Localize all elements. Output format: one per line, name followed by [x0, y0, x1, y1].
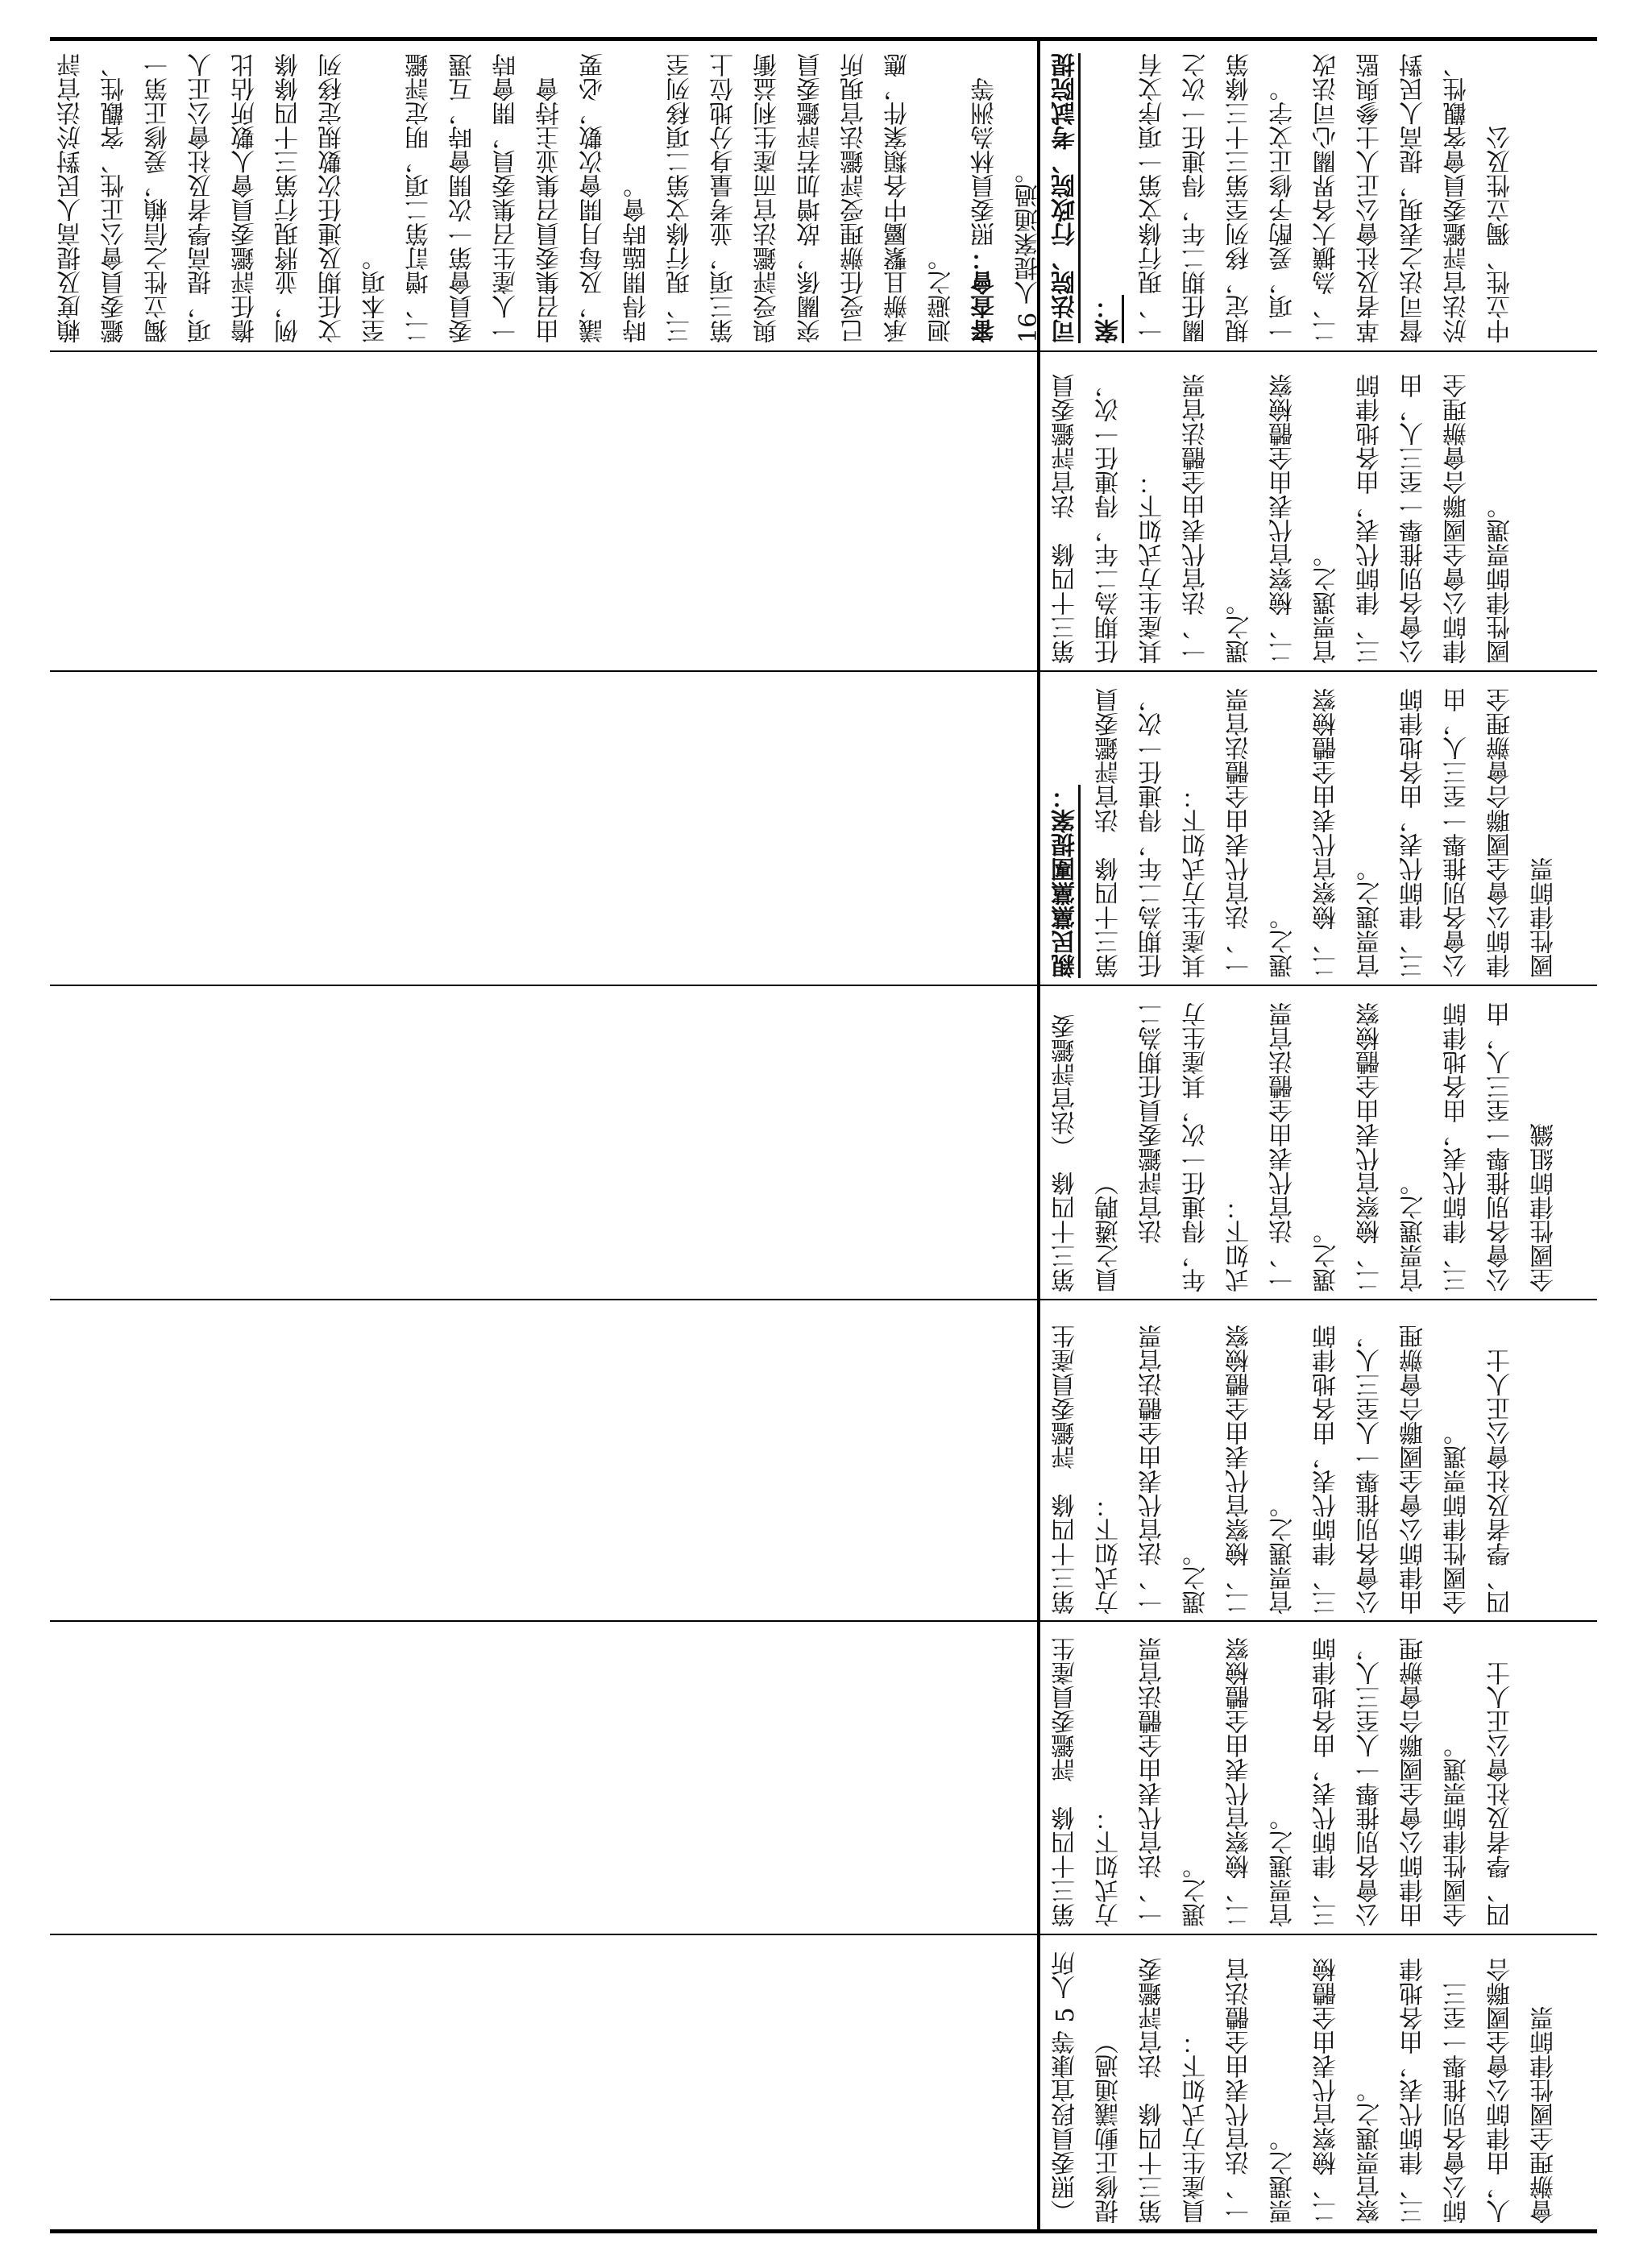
row-1-proposal-cell — [1044, 45, 1597, 343]
row-separator — [50, 1620, 1597, 1622]
proposal-label: 司法院、行政院、考試院提案： — [1052, 53, 1123, 343]
column-divider — [1037, 37, 1040, 2233]
row-7-proposal-text: （照委員段宜康等 5 人所提修正動議通過） 第三十四條 法官評鑑委員產生方式如下： 一、法官代表由全體法官票選之。 二、檢察官代表由全體檢察官票選之。 三、律師代表，由各地律師公會各別推舉一至三人，由律師公會全國聯合會辦理全國性律師票 — [1052, 1951, 1558, 2224]
review-text: 照委員林為洲等 16 人提案通過。 — [971, 69, 1043, 343]
row-separator — [50, 985, 1597, 986]
row-separator — [50, 670, 1597, 672]
row-4-proposal-cell — [1044, 991, 1597, 1292]
row-1-explanation-cell — [50, 45, 1043, 343]
row-separator — [50, 1934, 1597, 1935]
row-6-proposal-text: 第三十四條 評鑑委員產生方式如下： 一、法官代表由全體法官票選之。 二、檢察官代表由全體檢察官票選之。 三、律師代表，由各地律師公會各別推舉一人至三人，由律師公會全國聯合會辦理全國性律師票選。 四、學者及社會公正人士 — [1052, 1637, 1515, 1927]
row-2-proposal-text: 第三十四條 法官評鑑委員任期為二年，得連任一次，其產生方式如下： 一、法官代表由全體法官票選之。 二、檢察官代表由全體檢察官票選之。 三、律師代表，由各地律師公會各別推舉一至三人，由律師公會全國聯合會辦理全國性律師票選。 — [1052, 374, 1515, 664]
row-3-proposal-cell — [1044, 677, 1597, 978]
row-separator — [50, 350, 1597, 352]
row-5-proposal-cell — [1044, 1305, 1597, 1615]
row-5-proposal-text: 第三十四條 評鑑委員產生方式如下： 一、法官代表由全體法官票選之。 二、檢察官代表由全體檢察官票選之。 三、律師代表，由各地律師公會各別推舉一人至三人，由律師公會全國聯合會辦理全國性律師票選。 四、學者及社會公正人士 — [1052, 1325, 1515, 1615]
row-6-proposal-cell — [1044, 1626, 1597, 1927]
table-top-rule — [50, 37, 1597, 41]
row-1-proposal-text: 一、現行條文第一項序文有關任期二年，得連任一次之規定，移列至第三十三條第一項，爰酌予修正文字。 二、為擴大各界關心司法改革者及社會公正人士參與監督司法之表現，提高人民對於法官評鑑委員會客觀性、中立性、獨立性及公 — [1139, 53, 1515, 343]
row-separator — [50, 1299, 1597, 1300]
proposal-label: 親民黨黨團提案： — [1052, 785, 1080, 978]
row-4-proposal-text: 第三十四條 （法官評鑑委員之遴聘） 法官評鑑委員任期為二年，得連任一次，其產生方式如下： 一、法官代表由全體法官票選之。 二、檢察官代表由全體檢察官票選之。 三、律師代表，由各地律師公會各別推舉一至三人，由全國性律師組織 — [1052, 1002, 1558, 1292]
review-label: 審查會： — [971, 247, 999, 343]
row-2-proposal-cell — [1044, 356, 1597, 664]
table-bottom-rule — [50, 2229, 1597, 2233]
row-3-proposal-text: 第三十四條 法官評鑑委員任期為二年，得連任一次，其產生方式如下： 一、法官代表由全體法官票選之。 二、檢察官代表由全體檢察官票選之。 三、律師代表，由各地律師公會各別推舉一至三人，由律師公會全國聯合會辦理全國性律師票 — [1095, 688, 1558, 978]
row-1-explanation-text: 賴度及提高人民對於法官評鑑委員會公正性、客觀性、獨立性之信賴，爰修正第一項，提高學者及社會公正人擔任評鑑委員會人數所佔比例，並將現行第三十四條條文任期及連任次數規定移列至本項。 二、增訂第二項，明定評鑑委員會第一次開會時，互選一人產生召集委員，開會時由召集委員召集並主持會議，及每月開會次數，必要時得開臨時會。 三、現行條文第二項移列至第三項，並考量身分地位上與受評鑑法官而產生利益衝突關係，故增加若評鑑委員已受任辦理受評鑑法官現所承辦且繫屬中各類案件，應迴避之。 — [57, 53, 956, 343]
row-7-proposal-cell — [1044, 1940, 1597, 2224]
